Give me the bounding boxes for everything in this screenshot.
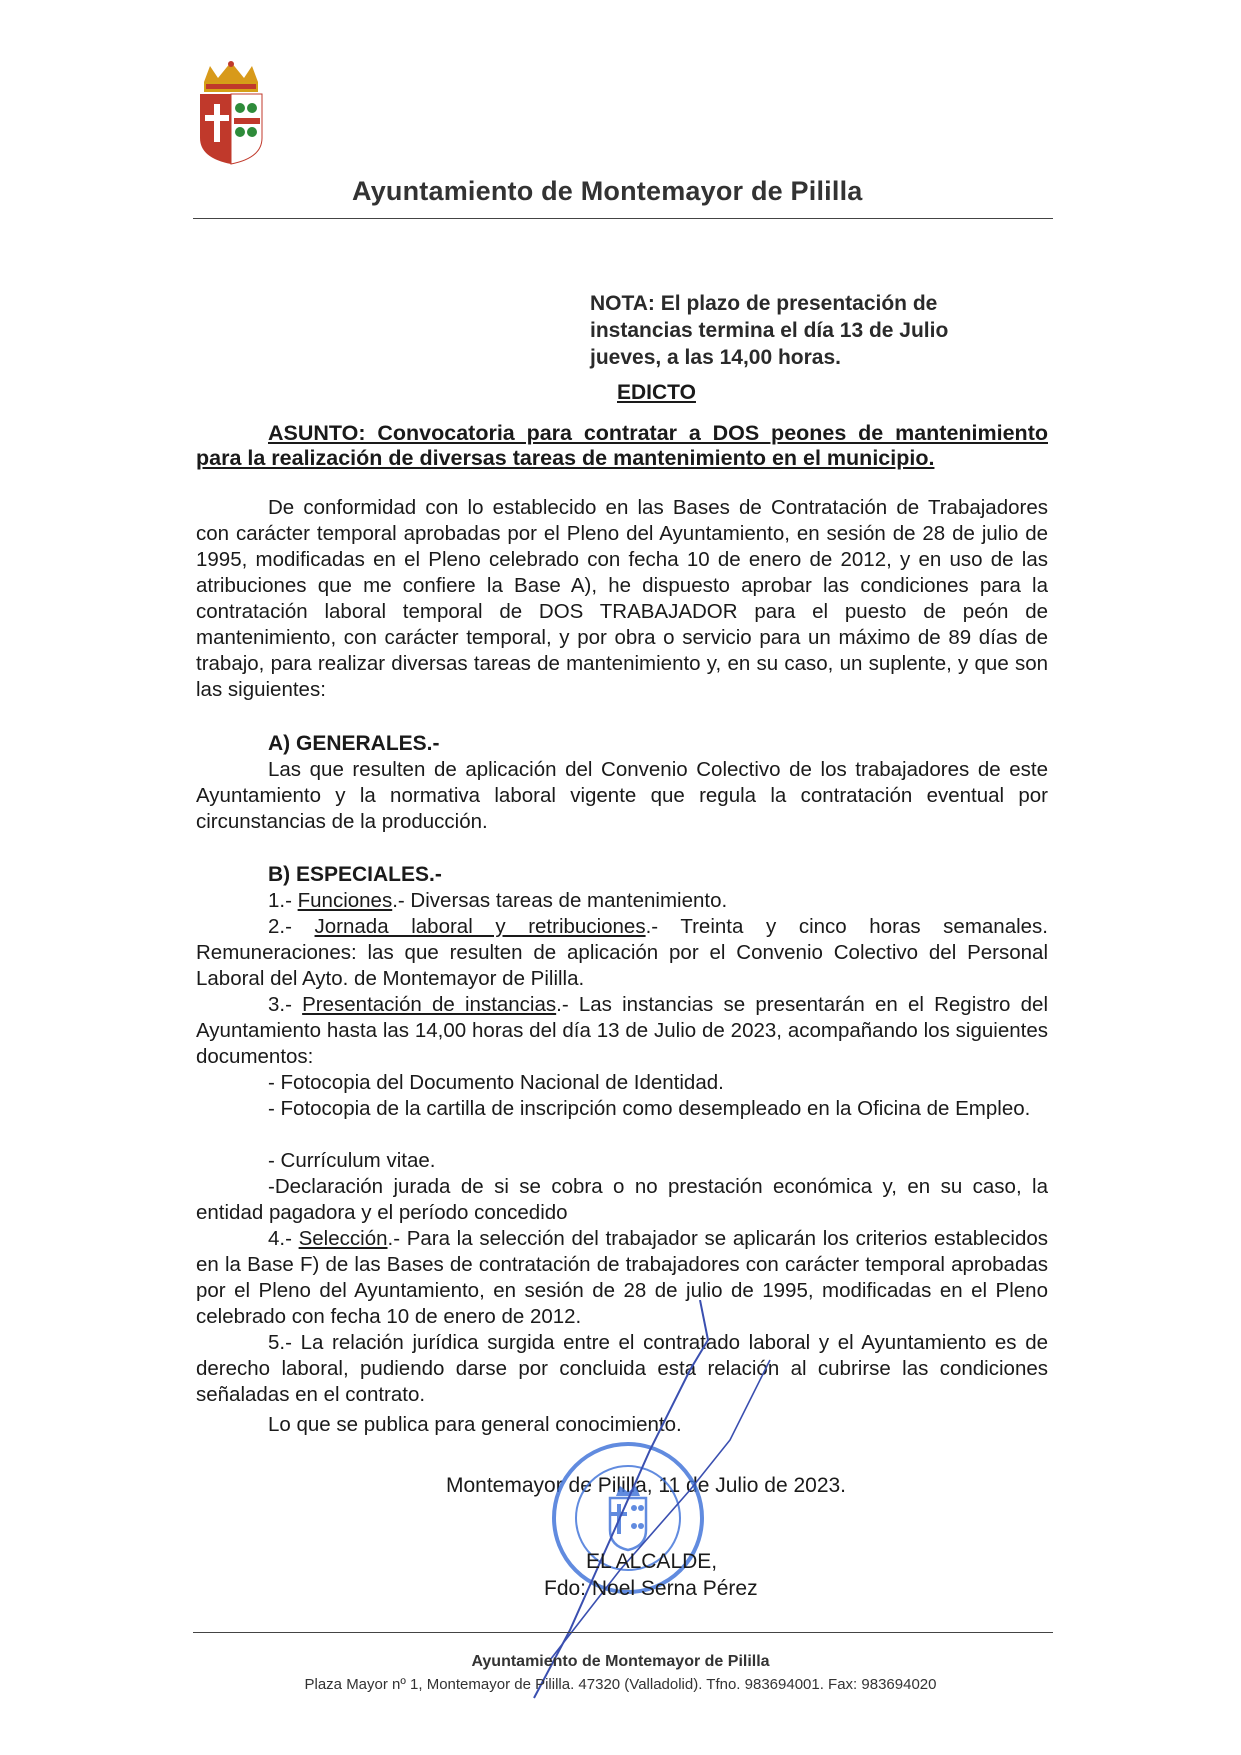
doc-id-copy: - Fotocopia del Documento Nacional de Identidad. [268,1071,724,1094]
doc-cv: - Currículum vitae. [268,1149,436,1172]
header-divider [193,218,1053,219]
municipality-header: Ayuntamiento de Montemayor de Pililla [352,176,863,206]
coat-of-arms-logo [196,60,266,180]
footer-address: Plaza Mayor nº 1, Montemayor de Pililla. 47320 (Valladolid). Tfno. 983694001. Fax: 983694020 [304,1676,937,1693]
place-and-date: Montemayor de Pililla, 11 de Julio de 2023. [446,1474,847,1497]
intro-paragraph: De conformidad con lo establecido en las Bases de Contratación de Trabajadores con carácter temporal aprobadas por el Pleno del Ayuntamiento, en sesión de 28 de julio de 1995, modificadas en el Pleno celebrado con fecha 10 de enero de 2012, y en uso de las atribuciones que me confiere la Base A), he dispuesto aprobar las condiciones para la contratación laboral temporal de DOS TRABAJADOR para el puesto de peón de mantenimiento, con carácter temporal, y por obra o servicio para un máximo de 89 días de trabajo, para realizar diversas tareas de mantenimiento y, en su caso, un suplente, y que son las siguientes: [196,496,1048,701]
deadline-note: NOTA: El plazo de presentación de instancias termina el día 13 de Julio jueves, a las 14,00 horas. [590,292,949,369]
item-legal-relation: 5.- La relación jurídica surgida entre el contratado laboral y el Ayuntamiento es de derecho laboral, pudiendo darse por concluida esta relación al cubrirse las condiciones señaladas en el contrato. [196,1331,1048,1406]
signature-scrawl [530,1300,800,1700]
section-a-heading: A) GENERALES.- [268,732,440,755]
edict-title: EDICTO [617,381,696,404]
section-b-heading: B) ESPECIALES.- [268,863,442,886]
footer-divider [193,1632,1053,1633]
footer-municipality-name: Ayuntamiento de Montemayor de Pililla [471,1653,770,1670]
section-a-text: Las que resulten de aplicación del Convenio Colectivo de los trabajadores de este Ayuntamiento y la normativa laboral vigente que regula la contratación eventual por circunstancias de la producción. [196,758,1048,833]
signer-title: EL ALCALDE, [586,1550,718,1573]
item-selection: 4.- Selección.- Para la selección del trabajador se aplicarán los criterios establecidos en la Base F) de las Bases de contratación de trabajadores con carácter temporal aprobadas por el Pleno del Ayuntamiento, en sesión de 28 de julio de 1995, modificadas en el Pleno celebrado con fecha 10 de enero de 2012. [196,1227,1048,1328]
item-functions: 1.- Funciones.- Diversas tareas de mantenimiento. [268,889,728,912]
subject-line: ASUNTO: Convocatoria para contratar a DOS peones de mantenimiento para la realización de diversas tareas de mantenimiento en el municipio. [196,421,1048,470]
item-working-hours: 2.- Jornada laboral y retribuciones.- Treinta y cinco horas semanales. Remuneraciones: las que resulten de aplicación por el Convenio Colectivo del Personal Laboral del Ayto. de Montemayor de Pililla. [196,915,1048,990]
closing-line: Lo que se publica para general conocimiento. [268,1413,682,1436]
doc-sworn-statement: -Declaración jurada de si se cobra o no prestación económica y, en su caso, la entidad pagadora y el período concedido [196,1175,1048,1224]
doc-unemployment-card: - Fotocopia de la cartilla de inscripción como desempleado en la Oficina de Empleo. [268,1097,1031,1120]
signer-name: Fdo: Noel Serna Pérez [544,1577,758,1600]
item-applications: 3.- Presentación de instancias.- Las instancias se presentarán en el Registro del Ayuntamiento hasta las 14,00 horas del día 13 de Julio de 2023, acompañando los siguientes documentos: [196,993,1048,1068]
